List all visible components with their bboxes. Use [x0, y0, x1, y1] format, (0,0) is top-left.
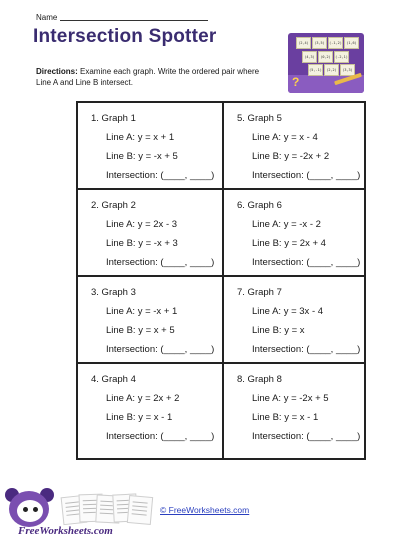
intersection-answer[interactable]: Intersection: (____, ____) — [252, 344, 361, 355]
panda-eye-left — [23, 507, 28, 512]
line-a-equation: Line A: y = 2x - 3 — [106, 219, 178, 230]
question-mark-icon: ? — [292, 75, 300, 89]
name-row — [36, 13, 208, 22]
line-b-equation: Line B: y = -2x + 2 — [252, 151, 330, 162]
graph-title: 4. Graph 4 — [91, 374, 136, 385]
graph-title: 2. Graph 2 — [91, 200, 136, 211]
preview-card: (-1,2) — [328, 37, 343, 49]
preview-card: (-2,1) — [334, 51, 349, 63]
preview-card: (2,4) — [296, 37, 311, 49]
intersection-answer[interactable]: Intersection: (____, ____) — [106, 431, 215, 442]
copyright-link[interactable]: © FreeWorksheets.com — [160, 505, 250, 515]
intersection-answer[interactable]: Intersection: (____, ____) — [252, 170, 361, 181]
line-a-equation: Line A: y = x - 4 — [252, 132, 318, 143]
graph-cell-6 — [224, 190, 364, 274]
sample-worksheets-image — [62, 494, 152, 522]
preview-card: (2,2) — [324, 64, 339, 76]
name-label: Name — [36, 13, 58, 22]
intersection-answer[interactable]: Intersection: (____, ____) — [106, 170, 215, 181]
line-b-equation: Line B: y = x + 5 — [106, 325, 175, 336]
panda-face — [17, 500, 43, 522]
preview-card: (5,-1) — [308, 64, 323, 76]
intersection-answer[interactable]: Intersection: (____, ____) — [252, 257, 361, 268]
intersection-answer[interactable]: Intersection: (____, ____) — [252, 431, 361, 442]
name-blank-line — [60, 20, 208, 21]
preview-card: (3,3) — [340, 64, 355, 76]
directions-text: Examine each graph. Write the ordered pair where Line A and Line B intersect. — [36, 67, 260, 87]
line-a-equation: Line A: y = -x - 2 — [252, 219, 321, 230]
line-a-equation: Line A: y = x + 1 — [106, 132, 175, 143]
line-a-equation: Line A: y = 2x + 2 — [106, 393, 180, 404]
panda-eye-right — [33, 507, 38, 512]
graph-title: 5. Graph 5 — [237, 113, 282, 124]
line-b-equation: Line B: y = x - 1 — [252, 412, 319, 423]
worksheet-preview-image — [288, 33, 364, 93]
line-b-equation: Line B: y = -x + 3 — [106, 238, 178, 249]
preview-card: (1,6) — [344, 37, 359, 49]
line-a-equation: Line A: y = 3x - 4 — [252, 306, 324, 317]
directions-label: Directions: — [36, 67, 78, 76]
graph-title: 3. Graph 3 — [91, 287, 136, 298]
graph-cell-7 — [224, 277, 364, 361]
graph-cell-2 — [78, 190, 218, 274]
graph-cell-1 — [78, 103, 218, 187]
graph-cell-8 — [224, 364, 364, 448]
intersection-answer[interactable]: Intersection: (____, ____) — [106, 257, 215, 268]
graph-grid — [76, 101, 366, 460]
line-b-equation: Line B: y = x — [252, 325, 305, 336]
preview-card: (3,5) — [312, 37, 327, 49]
sample-sheet — [127, 495, 153, 525]
brand-logo-text: FreeWorksheets.com — [18, 525, 113, 537]
line-a-equation: Line A: y = -2x + 5 — [252, 393, 329, 404]
graph-title: 1. Graph 1 — [91, 113, 136, 124]
intersection-answer[interactable]: Intersection: (____, ____) — [106, 344, 215, 355]
line-b-equation: Line B: y = x - 1 — [106, 412, 173, 423]
graph-cell-3 — [78, 277, 218, 361]
line-a-equation: Line A: y = -x + 1 — [106, 306, 178, 317]
graph-title: 7. Graph 7 — [237, 287, 282, 298]
line-b-equation: Line B: y = -x + 5 — [106, 151, 178, 162]
line-b-equation: Line B: y = 2x + 4 — [252, 238, 326, 249]
graph-title: 6. Graph 6 — [237, 200, 282, 211]
preview-card: (0,2) — [318, 51, 333, 63]
preview-card: (4,3) — [302, 51, 317, 63]
graph-title: 8. Graph 8 — [237, 374, 282, 385]
graph-cell-5 — [224, 103, 364, 187]
graph-cell-4 — [78, 364, 218, 448]
page-title: Intersection Spotter — [33, 26, 217, 47]
directions — [36, 66, 276, 88]
